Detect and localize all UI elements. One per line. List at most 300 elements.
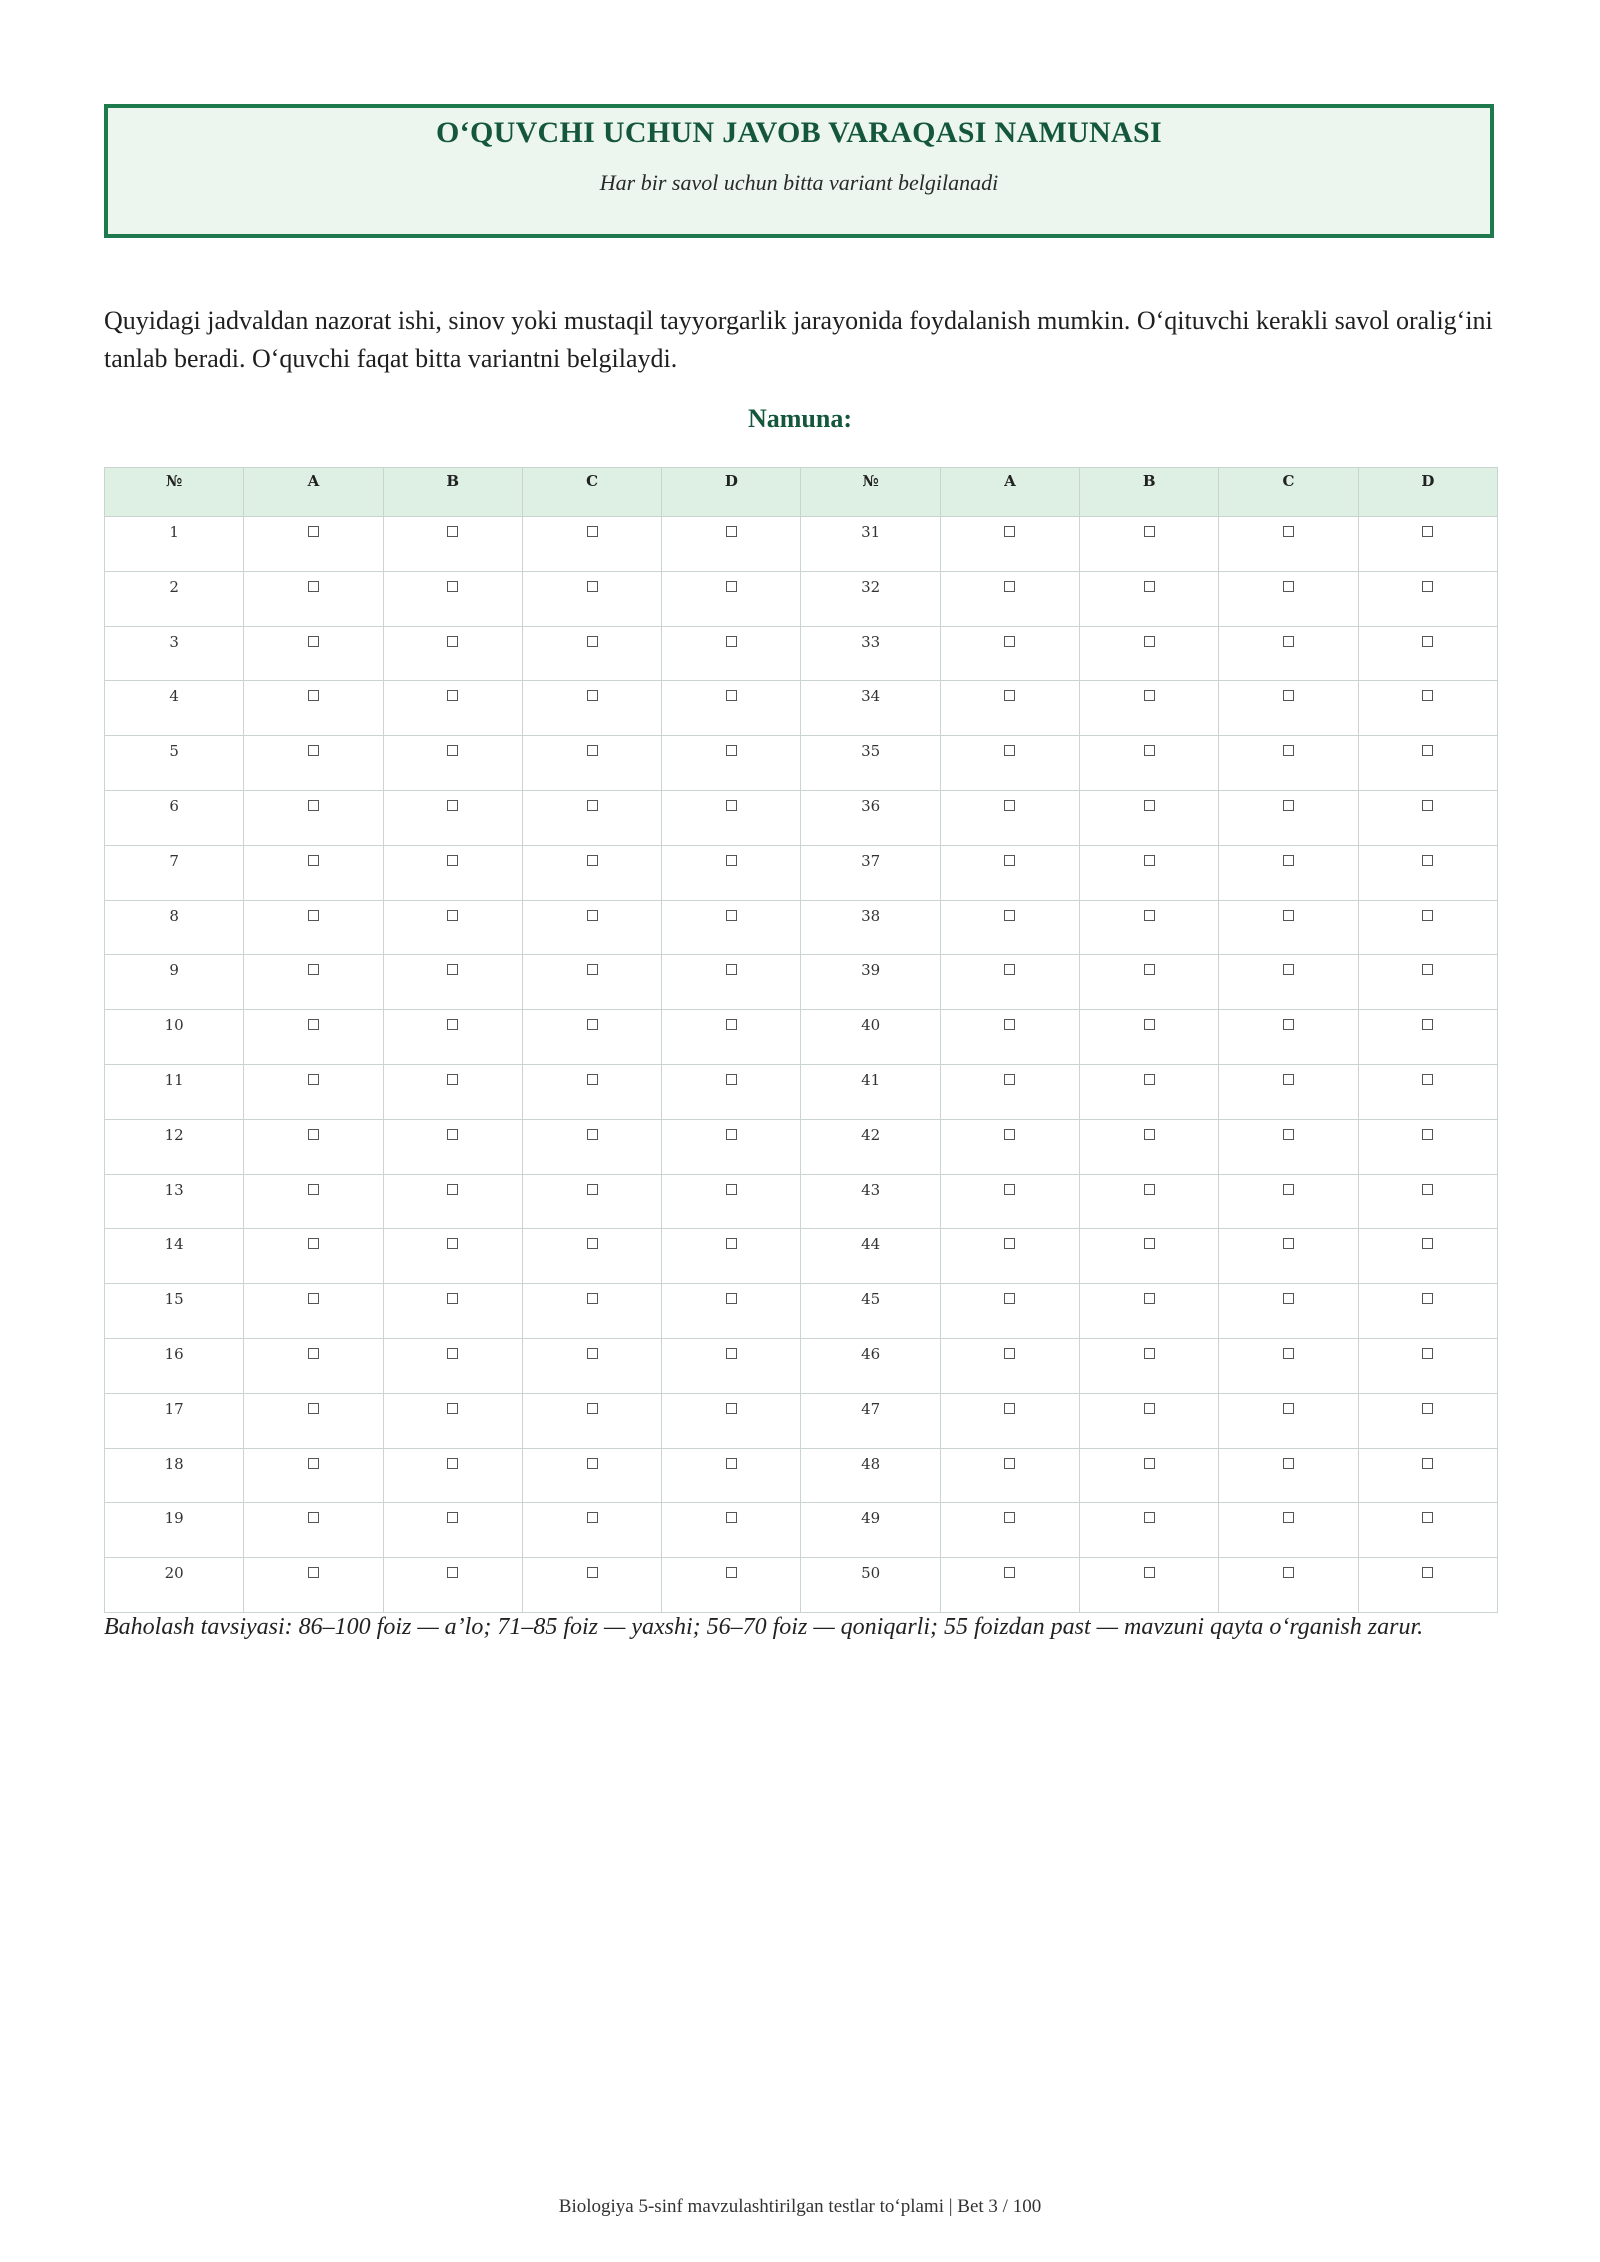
table-row [105,1558,1498,1613]
answer-checkbox[interactable] [1004,1512,1015,1523]
question-number: 14 [105,1229,244,1284]
answer-checkbox[interactable] [308,690,319,701]
answer-checkbox[interactable] [1283,1293,1294,1304]
answer-checkbox[interactable] [726,1403,737,1414]
answer-checkbox[interactable] [447,1293,458,1304]
answer-table [104,467,1498,1613]
answer-checkbox[interactable] [1144,636,1155,647]
question-number: 17 [105,1393,244,1448]
answer-checkbox[interactable] [726,1184,737,1195]
answer-cell-a [940,517,1079,572]
answer-checkbox[interactable] [308,745,319,756]
question-number: 1 [105,517,244,572]
answer-checkbox[interactable] [1422,581,1433,592]
answer-checkbox[interactable] [447,581,458,592]
answer-checkbox[interactable] [1144,1019,1155,1030]
answer-cell-c [1219,1503,1358,1558]
answer-cell-c [1219,517,1358,572]
answer-checkbox[interactable] [308,581,319,592]
answer-checkbox[interactable] [1004,1184,1015,1195]
answer-checkbox[interactable] [1144,745,1155,756]
answer-checkbox[interactable] [1144,1403,1155,1414]
answer-checkbox[interactable] [1283,526,1294,537]
answer-checkbox[interactable] [726,636,737,647]
answer-checkbox[interactable] [1422,1403,1433,1414]
answer-checkbox[interactable] [447,1403,458,1414]
answer-checkbox[interactable] [1004,855,1015,866]
answer-checkbox[interactable] [1004,1019,1015,1030]
header-option-a-right: A [940,468,1079,517]
answer-cell-c [1219,1448,1358,1503]
answer-cell-c [1219,1064,1358,1119]
answer-cell-d [662,1393,801,1448]
answer-checkbox[interactable] [1283,1238,1294,1249]
answer-checkbox[interactable] [1283,1458,1294,1469]
answer-checkbox[interactable] [1004,1348,1015,1359]
question-number: 35 [801,736,940,791]
answer-checkbox[interactable] [1283,1512,1294,1523]
answer-checkbox[interactable] [1144,1512,1155,1523]
answer-cell-a [244,955,383,1010]
answer-checkbox[interactable] [1144,1184,1155,1195]
question-number: 46 [801,1338,940,1393]
answer-checkbox[interactable] [726,1074,737,1085]
answer-checkbox[interactable] [1422,636,1433,647]
answer-checkbox[interactable] [1422,1074,1433,1085]
answer-checkbox[interactable] [726,745,737,756]
answer-checkbox[interactable] [1283,690,1294,701]
answer-cell-d [1358,1338,1497,1393]
answer-checkbox[interactable] [447,1567,458,1578]
question-number: 11 [105,1064,244,1119]
answer-checkbox[interactable] [1004,910,1015,921]
header-option-c-right: C [1219,468,1358,517]
answer-checkbox[interactable] [447,1019,458,1030]
answer-checkbox[interactable] [1144,855,1155,866]
answer-cell-d [662,1010,801,1065]
answer-checkbox[interactable] [308,1019,319,1030]
answer-checkbox[interactable] [1422,1512,1433,1523]
answer-cell-b [1080,1393,1219,1448]
answer-cell-d [662,1229,801,1284]
answer-cell-b [383,1010,522,1065]
answer-checkbox[interactable] [587,690,598,701]
answer-cell-b [1080,1338,1219,1393]
answer-checkbox[interactable] [587,1403,598,1414]
answer-checkbox[interactable] [1144,1293,1155,1304]
answer-checkbox[interactable] [587,1458,598,1469]
answer-cell-c [522,736,661,791]
answer-cell-b [383,1558,522,1613]
answer-checkbox[interactable] [587,1567,598,1578]
answer-cell-a [244,1174,383,1229]
answer-cell-b [383,1229,522,1284]
table-row [105,955,1498,1010]
answer-cell-a [244,1448,383,1503]
answer-checkbox[interactable] [447,855,458,866]
question-number: 16 [105,1338,244,1393]
answer-cell-c [1219,1229,1358,1284]
answer-cell-a [244,626,383,681]
answer-cell-a [244,1284,383,1339]
answer-checkbox[interactable] [447,526,458,537]
answer-checkbox[interactable] [1283,1184,1294,1195]
answer-checkbox[interactable] [1144,1074,1155,1085]
answer-cell-c [1219,1338,1358,1393]
answer-checkbox[interactable] [587,1019,598,1030]
answer-checkbox[interactable] [1144,1567,1155,1578]
answer-cell-a [940,1229,1079,1284]
answer-cell-c [522,790,661,845]
answer-cell-a [940,955,1079,1010]
answer-checkbox[interactable] [587,1348,598,1359]
answer-checkbox[interactable] [726,1348,737,1359]
answer-checkbox[interactable] [1283,855,1294,866]
answer-cell-d [662,1503,801,1558]
answer-checkbox[interactable] [447,690,458,701]
answer-cell-a [940,1064,1079,1119]
answer-checkbox[interactable] [726,1238,737,1249]
answer-checkbox[interactable] [587,1184,598,1195]
sample-label: Namuna: [747,404,852,433]
answer-checkbox[interactable] [1144,1458,1155,1469]
header-option-a-left: A [244,468,383,517]
answer-checkbox[interactable] [1283,581,1294,592]
answer-checkbox[interactable] [308,1184,319,1195]
answer-checkbox[interactable] [308,636,319,647]
answer-cell-c [1219,736,1358,791]
header-number-left: № [105,468,244,517]
answer-cell-d [662,626,801,681]
answer-checkbox[interactable] [1283,800,1294,811]
answer-checkbox[interactable] [587,1129,598,1140]
answer-cell-a [940,1284,1079,1339]
question-number: 40 [801,1010,940,1065]
answer-checkbox[interactable] [1422,910,1433,921]
answer-checkbox[interactable] [587,910,598,921]
answer-cell-d [662,517,801,572]
answer-cell-b [1080,1448,1219,1503]
answer-checkbox[interactable] [1004,745,1015,756]
header-option-d-right: D [1358,468,1497,517]
answer-checkbox[interactable] [1422,964,1433,975]
answer-checkbox[interactable] [1144,526,1155,537]
answer-cell-b [1080,1010,1219,1065]
answer-cell-b [383,517,522,572]
answer-checkbox[interactable] [1283,964,1294,975]
answer-checkbox[interactable] [1144,581,1155,592]
answer-checkbox[interactable] [308,1238,319,1249]
table-row [105,1393,1498,1448]
answer-checkbox[interactable] [447,745,458,756]
answer-cell-c [522,1064,661,1119]
answer-cell-a [244,571,383,626]
answer-checkbox[interactable] [1004,800,1015,811]
answer-checkbox[interactable] [1144,910,1155,921]
answer-cell-b [1080,681,1219,736]
question-number: 8 [105,900,244,955]
answer-checkbox[interactable] [1422,690,1433,701]
question-number: 50 [801,1558,940,1613]
question-number: 38 [801,900,940,955]
answer-cell-a [244,1558,383,1613]
answer-cell-c [1219,1174,1358,1229]
answer-checkbox[interactable] [1283,910,1294,921]
table-row [105,1229,1498,1284]
answer-checkbox[interactable] [447,1129,458,1140]
answer-checkbox[interactable] [726,1512,737,1523]
answer-cell-d [1358,1010,1497,1065]
answer-checkbox[interactable] [1004,690,1015,701]
answer-checkbox[interactable] [1004,1403,1015,1414]
question-number: 44 [801,1229,940,1284]
header-number-right: № [801,468,940,517]
answer-checkbox[interactable] [1422,1184,1433,1195]
answer-cell-b [1080,845,1219,900]
answer-cell-d [1358,1503,1497,1558]
answer-checkbox[interactable] [1283,636,1294,647]
answer-checkbox[interactable] [726,855,737,866]
answer-cell-c [1219,845,1358,900]
answer-cell-d [1358,1064,1497,1119]
question-number: 20 [105,1558,244,1613]
answer-checkbox[interactable] [308,800,319,811]
answer-checkbox[interactable] [1283,1129,1294,1140]
answer-checkbox[interactable] [726,1019,737,1030]
answer-cell-a [940,571,1079,626]
answer-checkbox[interactable] [726,1293,737,1304]
answer-checkbox[interactable] [1144,690,1155,701]
answer-checkbox[interactable] [587,745,598,756]
answer-checkbox[interactable] [587,1512,598,1523]
answer-cell-d [662,1174,801,1229]
answer-checkbox[interactable] [1422,1567,1433,1578]
answer-checkbox[interactable] [308,1403,319,1414]
answer-cell-a [244,1393,383,1448]
answer-cell-c [1219,1119,1358,1174]
answer-checkbox[interactable] [726,526,737,537]
answer-checkbox[interactable] [447,1348,458,1359]
answer-cell-b [383,681,522,736]
answer-checkbox[interactable] [1004,1238,1015,1249]
answer-checkbox[interactable] [587,855,598,866]
answer-checkbox[interactable] [1422,1293,1433,1304]
answer-cell-c [522,900,661,955]
answer-checkbox[interactable] [308,1348,319,1359]
answer-checkbox[interactable] [1004,1458,1015,1469]
answer-cell-a [940,736,1079,791]
table-header-row [105,468,1498,517]
answer-cell-b [383,1338,522,1393]
question-number: 43 [801,1174,940,1229]
answer-cell-b [1080,571,1219,626]
answer-checkbox[interactable] [726,690,737,701]
table-row [105,571,1498,626]
answer-checkbox[interactable] [726,1567,737,1578]
answer-cell-c [522,1229,661,1284]
answer-checkbox[interactable] [308,1458,319,1469]
answer-checkbox[interactable] [587,581,598,592]
answer-checkbox[interactable] [726,964,737,975]
answer-cell-c [1219,571,1358,626]
question-number: 32 [801,571,940,626]
answer-checkbox[interactable] [587,526,598,537]
table-row [105,1503,1498,1558]
answer-checkbox[interactable] [1004,1293,1015,1304]
question-number: 33 [801,626,940,681]
answer-checkbox[interactable] [1283,1019,1294,1030]
answer-checkbox[interactable] [726,581,737,592]
answer-checkbox[interactable] [1144,1238,1155,1249]
answer-checkbox[interactable] [1144,964,1155,975]
answer-checkbox[interactable] [447,910,458,921]
answer-checkbox[interactable] [1144,1348,1155,1359]
answer-checkbox[interactable] [308,855,319,866]
answer-checkbox[interactable] [308,526,319,537]
answer-checkbox[interactable] [1422,855,1433,866]
answer-checkbox[interactable] [1422,1238,1433,1249]
answer-cell-a [940,1119,1079,1174]
question-number: 9 [105,955,244,1010]
answer-cell-c [522,1338,661,1393]
question-number: 31 [801,517,940,572]
answer-checkbox[interactable] [447,636,458,647]
answer-checkbox[interactable] [1422,800,1433,811]
answer-cell-a [244,1338,383,1393]
answer-cell-b [1080,517,1219,572]
answer-checkbox[interactable] [308,1074,319,1085]
answer-cell-b [1080,736,1219,791]
answer-checkbox[interactable] [308,1129,319,1140]
question-number: 37 [801,845,940,900]
header-option-c-left: C [522,468,661,517]
answer-checkbox[interactable] [1422,526,1433,537]
answer-cell-a [940,626,1079,681]
answer-checkbox[interactable] [587,800,598,811]
answer-checkbox[interactable] [1422,1129,1433,1140]
question-number: 49 [801,1503,940,1558]
answer-checkbox[interactable] [447,1184,458,1195]
answer-cell-d [662,845,801,900]
answer-checkbox[interactable] [1422,745,1433,756]
answer-checkbox[interactable] [587,1074,598,1085]
answer-checkbox[interactable] [1422,1019,1433,1030]
answer-checkbox[interactable] [308,1567,319,1578]
answer-checkbox[interactable] [308,1293,319,1304]
question-number: 12 [105,1119,244,1174]
answer-checkbox[interactable] [1004,1129,1015,1140]
answer-cell-a [940,1174,1079,1229]
answer-cell-b [1080,1064,1219,1119]
table-row [105,1284,1498,1339]
answer-checkbox[interactable] [726,1458,737,1469]
answer-cell-c [522,845,661,900]
answer-cell-d [662,1558,801,1613]
answer-checkbox[interactable] [587,1293,598,1304]
answer-cell-d [1358,1229,1497,1284]
answer-checkbox[interactable] [726,910,737,921]
answer-cell-b [1080,900,1219,955]
answer-checkbox[interactable] [447,800,458,811]
answer-checkbox[interactable] [447,1074,458,1085]
answer-checkbox[interactable] [587,1238,598,1249]
answer-cell-d [662,955,801,1010]
answer-checkbox[interactable] [726,800,737,811]
answer-checkbox[interactable] [726,1129,737,1140]
question-number: 42 [801,1119,940,1174]
answer-cell-a [244,1064,383,1119]
answer-checkbox[interactable] [1004,1074,1015,1085]
answer-cell-a [940,1393,1079,1448]
question-number: 13 [105,1174,244,1229]
answer-checkbox[interactable] [1004,1567,1015,1578]
answer-checkbox[interactable] [1004,526,1015,537]
answer-cell-c [522,1119,661,1174]
answer-checkbox[interactable] [447,1512,458,1523]
answer-checkbox[interactable] [1283,745,1294,756]
question-number: 45 [801,1284,940,1339]
answer-cell-c [522,517,661,572]
answer-cell-d [1358,571,1497,626]
question-number: 6 [105,790,244,845]
answer-checkbox[interactable] [587,964,598,975]
answer-checkbox[interactable] [308,964,319,975]
answer-cell-d [662,1119,801,1174]
answer-cell-b [1080,1119,1219,1174]
answer-cell-a [244,1119,383,1174]
table-row [105,1119,1498,1174]
answer-cell-d [1358,1558,1497,1613]
answer-checkbox[interactable] [587,636,598,647]
answer-cell-a [940,1338,1079,1393]
answer-cell-c [522,1558,661,1613]
answer-checkbox[interactable] [1144,1129,1155,1140]
answer-checkbox[interactable] [308,910,319,921]
answer-checkbox[interactable] [1283,1348,1294,1359]
title-box [104,104,1494,238]
header-option-b-right: B [1080,468,1219,517]
answer-checkbox[interactable] [1422,1348,1433,1359]
answer-checkbox[interactable] [1283,1074,1294,1085]
answer-checkbox[interactable] [1422,1458,1433,1469]
page-title: O‘QUVCHI UCHUN JAVOB VARAQASI NAMUNASI [436,116,1162,149]
answer-checkbox[interactable] [1004,636,1015,647]
answer-checkbox[interactable] [1004,581,1015,592]
answer-cell-b [1080,1174,1219,1229]
table-row [105,1448,1498,1503]
page-subtitle: Har bir savol uchun bitta variant belgilanadi [599,170,999,195]
answer-cell-d [1358,736,1497,791]
answer-checkbox[interactable] [1004,964,1015,975]
answer-checkbox[interactable] [447,1238,458,1249]
answer-cell-a [244,845,383,900]
answer-checkbox[interactable] [308,1512,319,1523]
question-number: 5 [105,736,244,791]
answer-cell-b [1080,1558,1219,1613]
answer-cell-d [1358,1284,1497,1339]
question-number: 15 [105,1284,244,1339]
answer-checkbox[interactable] [1283,1403,1294,1414]
answer-cell-d [662,1284,801,1339]
answer-cell-c [522,1393,661,1448]
table-row [105,1010,1498,1065]
answer-checkbox[interactable] [1144,800,1155,811]
answer-checkbox[interactable] [447,964,458,975]
answer-checkbox[interactable] [1283,1567,1294,1578]
question-number: 19 [105,1503,244,1558]
answer-checkbox[interactable] [447,1458,458,1469]
question-number: 48 [801,1448,940,1503]
